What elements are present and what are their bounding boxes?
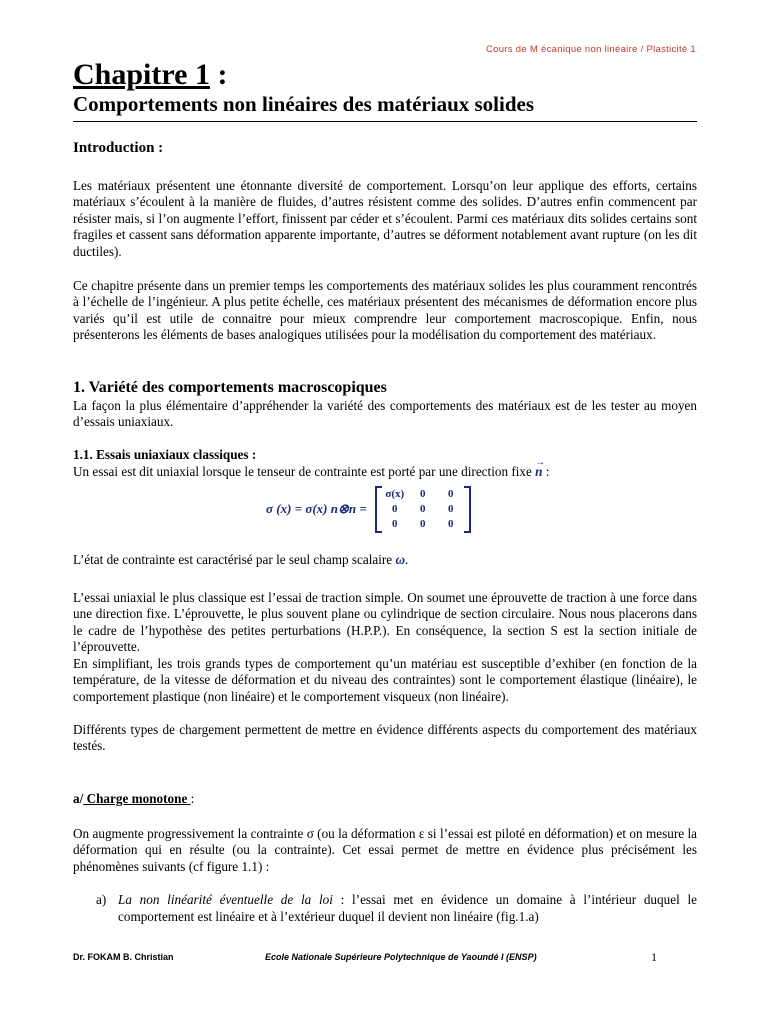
introduction-heading: Introduction : — [73, 140, 164, 156]
stress-matrix — [375, 486, 471, 533]
charge-suffix: : — [190, 791, 195, 806]
matrix-cell: 0 — [420, 503, 426, 515]
simplify-paragraph: En simplifiant, les trois grands types de comportement qu’un matériau est susceptible d’exhiber (en fonction de la température, de la vitesse de déformation et du niveau des contraintes) sont le comportement élastique (linéaire), le comportement plastique (non linéaire) et le comportement visqueux (non linéaire). — [73, 656, 697, 704]
loading-types-paragraph: Différents types de chargement permettent de mettre en évidence différents aspects du comportement des matériaux testés. — [73, 722, 697, 754]
matrix-cell: 0 — [420, 518, 426, 530]
footer-school: Ecole Nationale Supérieure Polytechnique de Yaoundé I (ENSP) — [265, 952, 537, 962]
list-item-title: La non linéarité éventuelle de la loi — [118, 892, 333, 907]
uniaxial-definition — [73, 464, 697, 480]
charge-monotone-heading — [73, 791, 194, 807]
stress-state-text: L’état de contrainte est caractérisé par le seul champ scalaire — [73, 552, 396, 567]
chapter-number: Chapitre 1 — [73, 58, 210, 91]
uniaxial-text-end: : — [542, 464, 550, 479]
charge-title: Charge monotone — [83, 791, 191, 806]
intro-paragraph-1: Les matériaux présentent une étonnante diversité de comportement. Lorsqu’on leur applique des efforts, certains matériaux s’écoulent à la manière de fluides, d’autres résistent comme des solides. D’autres enfin commencent par résister mais, si l’on augmente l’effort, finissent par céder et s’écoulent. Parmi ces matériaux dits solides certains sont fragiles et cassent sans déformation apparente importante, d’autres se déforment notablement avant rupture (on les dit ductiles). — [73, 178, 697, 259]
running-header: Cours de M écanique non linéaire / Plasticité 1 — [485, 44, 696, 55]
matrix-cell: 0 — [392, 503, 398, 515]
matrix-cell: 0 — [420, 488, 426, 500]
list-marker: a) — [96, 892, 107, 907]
chapter-colon: : — [209, 58, 228, 91]
stress-state-end: . — [404, 552, 409, 567]
matrix-cell: 0 — [392, 518, 398, 530]
section-1-paragraph: La façon la plus élémentaire d’appréhender la variété des comportements des matériaux est de les tester au moyen d’essais uniaxiaux. — [73, 398, 697, 430]
traction-paragraph: L’essai uniaxial le plus classique est l’essai de traction simple. On soumet une éprouvette de traction à une force dans une direction fixe. L’éprouvette, le plus souvent plane ou cylindrique de section circulaire. Nous nous placerons dans le cadre de l’hypothèse des petites perturbations (H.P.P.). En conséquence, la section S est la section initiale de l’éprouvette. — [73, 590, 697, 655]
list-item — [96, 891, 697, 925]
matrix-cell: 0 — [448, 503, 454, 515]
vector-n-symbol: → n — [535, 464, 542, 480]
charge-prefix: a/ — [73, 791, 84, 806]
equation-lhs: σ (x) = σ(x) n⊗n = — [266, 501, 367, 516]
omega-symbol: ω — [395, 552, 405, 567]
uniaxial-text: Un essai est dit uniaxial lorsque le tenseur de contrainte est porté par une direction fixe — [73, 464, 536, 479]
section-1-1-heading: 1.1. Essais uniaxiaux classiques : — [73, 447, 257, 462]
list-item-text — [118, 891, 697, 925]
chapter-title — [73, 57, 227, 93]
list-item-body: : l’essai met en évidence un domaine à l’intérieur duquel le comportement est linéaire et à l’extérieur duquel il devient non linéaire (fig.1.a) — [118, 892, 697, 924]
section-1-heading: 1. Variété des comportements macroscopiques — [73, 379, 387, 396]
stress-tensor-equation — [266, 484, 471, 534]
matrix-cell: σ(x) — [385, 488, 405, 500]
title-rule — [73, 121, 697, 122]
matrix-cell: 0 — [448, 518, 454, 530]
footer-author: Dr. FOKAM B. Christian — [73, 952, 174, 962]
matrix-cell: 0 — [448, 488, 454, 500]
stress-state-sentence — [73, 552, 697, 568]
chapter-subtitle: Comportements non linéaires des matériaux solides — [73, 92, 535, 116]
footer-page-number: 1 — [651, 950, 657, 964]
intro-paragraph-2: Ce chapitre présente dans un premier temps les comportements des matériaux solides les plus couramment rencontrés à l’échelle de l’ingénieur. A plus petite échelle, ces matériaux présentent des mécanismes de déformation encore plus variés qu’il est utile de connaitre pour mieux comprendre leur comportement macroscopique. Enfin, nous présenterons les éléments de bases analogiques utilisées pour la modélisation du comportement des matériaux. — [73, 278, 697, 343]
charge-monotone-paragraph: On augmente progressivement la contrainte σ (ou la déformation ε si l’essai est piloté en déformation) et on mesure la déformation qui en résulte (ou la contrainte). Cet essai permet de mettre en évidence plus précisément les phénomènes suivants (cf figure 1.1) : — [73, 826, 697, 874]
